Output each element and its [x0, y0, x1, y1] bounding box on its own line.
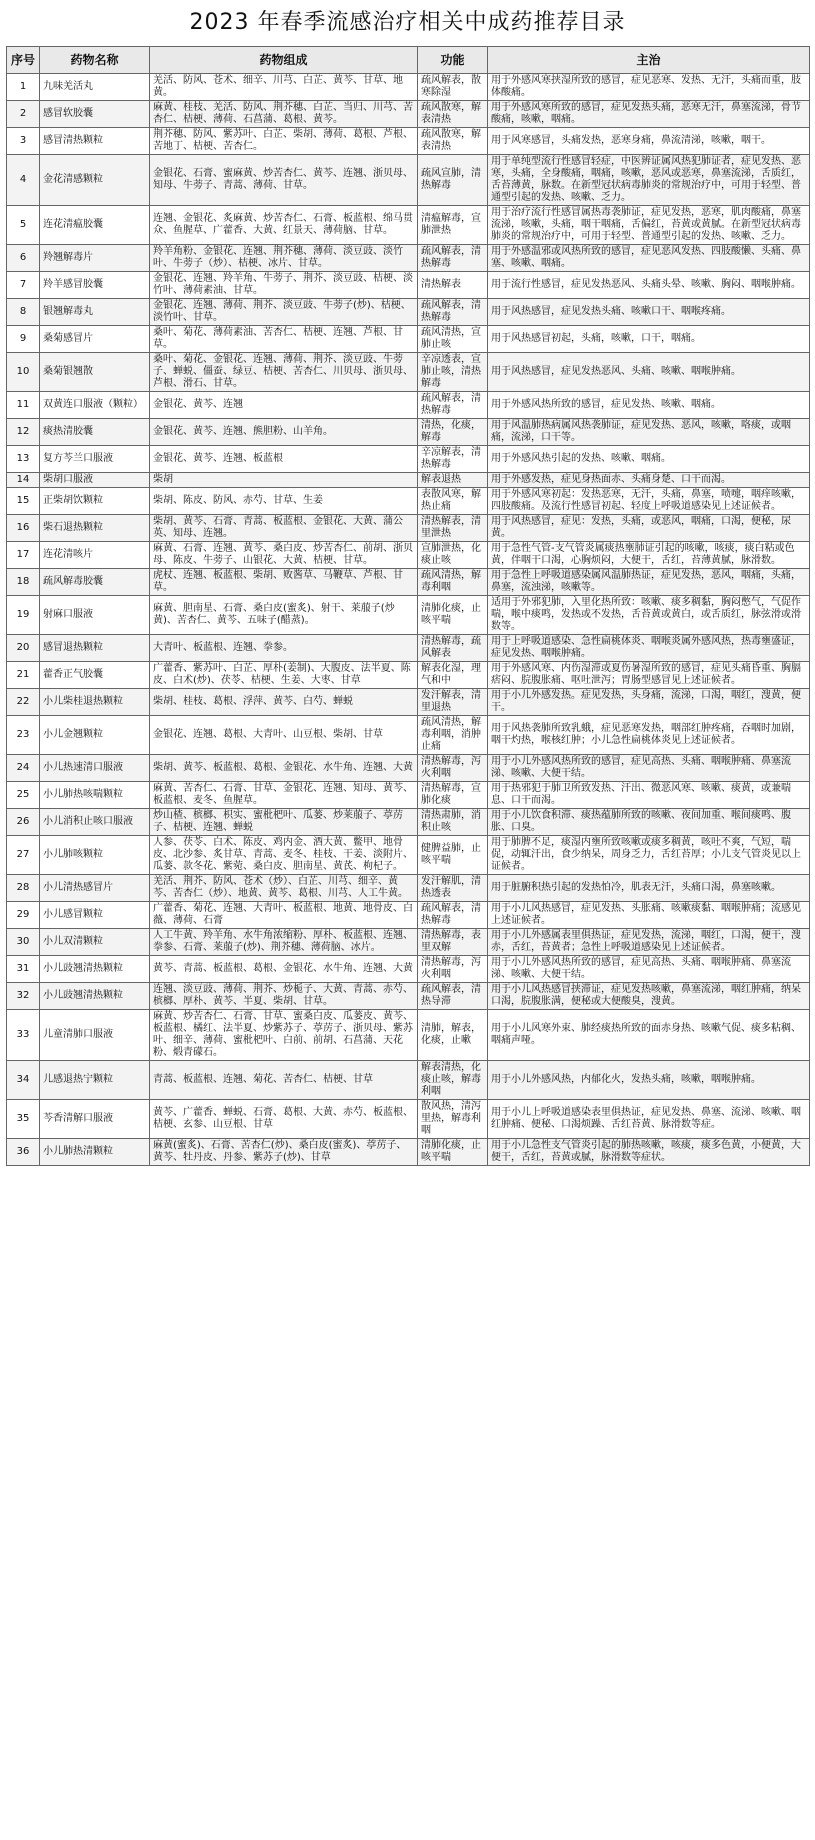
drug-function: 疏风宣肺，清热解毒 — [418, 155, 488, 206]
drug-composition: 柴胡 — [150, 473, 418, 488]
drug-name: 小儿热速清口服液 — [40, 755, 150, 782]
drug-name: 柴石退热颗粒 — [40, 515, 150, 542]
row-number: 16 — [7, 515, 40, 542]
drug-name: 桑菊感冒片 — [40, 326, 150, 353]
table-row — [7, 902, 810, 929]
drug-function: 清肺化痰，止咳平喘 — [418, 596, 488, 635]
row-number: 12 — [7, 419, 40, 446]
medicine-table — [6, 46, 810, 1166]
drug-function: 解表化湿，理气和中 — [418, 662, 488, 689]
drug-function: 疏风清热，解毒利咽，消肿止痛 — [418, 716, 488, 755]
row-number: 36 — [7, 1139, 40, 1166]
drug-name: 芩香清解口服液 — [40, 1100, 150, 1139]
drug-function: 宣肺泄热，化痰止咳 — [418, 542, 488, 569]
drug-function: 清热解毒，泻火利咽 — [418, 956, 488, 983]
table-row — [7, 956, 810, 983]
drug-indication: 用于外感风寒、内伤湿滞或夏伤暑湿所致的感冒，症见头痛昏重、胸膈痞闷、脘腹胀痛、呕吐泄泻；胃肠型感冒见上述证候者。 — [488, 662, 810, 689]
drug-function: 解表退热 — [418, 473, 488, 488]
drug-name: 羚羊感冒胶囊 — [40, 272, 150, 299]
drug-composition: 麻黄、炒苦杏仁、石膏、甘草、蜜桑白皮、瓜蒌皮、黄芩、板蓝根、橘红、法半夏、炒紫苏子、葶苈子、浙贝母、紫苏叶、细辛、薄荷、蜜枇杷叶、白前、前胡、石菖蒲、天花粉、煅青礞石。 — [150, 1010, 418, 1061]
drug-composition: 羌活、荆芥、防风、苍术（炒）、白芷、川芎、细辛、黄芩、苦杏仁（炒）、地黄、黄芩、葛根、川芎、人工牛黄。 — [150, 875, 418, 902]
drug-composition: 连翘、淡豆豉、薄荷、荆芥、炒栀子、大黄、青蒿、赤芍、槟榔、厚朴、黄芩、半夏、柴胡、甘草。 — [150, 983, 418, 1010]
row-number: 13 — [7, 446, 40, 473]
table-row — [7, 983, 810, 1010]
document-title: 2023 年春季流感治疗相关中成药推荐目录 — [189, 10, 626, 35]
drug-indication: 用于外感风寒初起：发热恶寒，无汗，头痛，鼻塞，喷嚏，咽痒咳嗽，四肢酸痛。及流行性感冒初起、轻度上呼吸道感染见上述证候者。 — [488, 488, 810, 515]
drug-indication: 用于风热感冒，症见发热头痛、咳嗽口干、咽喉疼痛。 — [488, 299, 810, 326]
row-number: 35 — [7, 1100, 40, 1139]
table-row — [7, 1139, 810, 1166]
drug-name: 小儿肺咳颗粒 — [40, 836, 150, 875]
drug-name: 小儿豉翘清热颗粒 — [40, 983, 150, 1010]
drug-composition: 金银花、黄芩、连翘、板蓝根 — [150, 446, 418, 473]
row-number: 3 — [7, 128, 40, 155]
drug-function: 辛凉解表，清热解毒 — [418, 446, 488, 473]
drug-function: 疏风清热，解毒利咽 — [418, 569, 488, 596]
header-indication: 主治 — [488, 47, 810, 74]
drug-composition: 炒山楂、槟榔、枳实、蜜枇杷叶、瓜蒌、炒莱菔子、葶苈子、桔梗、连翘、蝉蜕 — [150, 809, 418, 836]
drug-indication: 用于外感风热引起的发热、咳嗽、咽痛。 — [488, 446, 810, 473]
drug-composition: 荆芥穗、防风、紫苏叶、白芷、柴胡、薄荷、葛根、芦根、苦地丁、桔梗、苦杏仁。 — [150, 128, 418, 155]
table-row — [7, 1061, 810, 1100]
drug-name: 儿感退热宁颗粒 — [40, 1061, 150, 1100]
drug-name: 痰热清胶囊 — [40, 419, 150, 446]
drug-name: 柴胡口服液 — [40, 473, 150, 488]
table-row — [7, 836, 810, 875]
drug-indication: 用于风温肺热病属风热袭肺证，症见发热、恶风，咳嗽，咯痰，或咽痛，流涕，口干等。 — [488, 419, 810, 446]
table-row — [7, 101, 810, 128]
drug-composition: 金银花、黄芩、连翘 — [150, 392, 418, 419]
drug-indication: 用于小儿风热感冒挟滞证，症见发热咳嗽，鼻塞流涕，咽红肿痛，纳呆口渴，脘腹胀满，便秘或大便酸臭，溲黄。 — [488, 983, 810, 1010]
drug-indication: 用于小儿外感风热，内郁化火，发热头痛，咳嗽，咽喉肿痛。 — [488, 1061, 810, 1100]
drug-indication: 用于风热感冒，症见：发热，头痛，或恶风，咽痛，口渴，便秘，尿黄。 — [488, 515, 810, 542]
drug-function: 清瘟解毒，宣肺泄热 — [418, 206, 488, 245]
header-drug-name: 药物名称 — [40, 47, 150, 74]
drug-composition: 金银花、连翘、薄荷、荆芥、淡豆豉、牛蒡子(炒)、桔梗、淡竹叶、甘草。 — [150, 299, 418, 326]
drug-name: 藿香正气胶囊 — [40, 662, 150, 689]
drug-indication: 用于上呼吸道感染、急性扁桃体炎、咽喉炎属外感风热，热毒壅盛证，症见发热、咽喉肿痛。 — [488, 635, 810, 662]
drug-function: 疏风解表，散寒除湿 — [418, 74, 488, 101]
row-number: 7 — [7, 272, 40, 299]
drug-indication: 用于小儿外感发热。症见发热，头身痛，流涕，口渴，咽红，溲黄，便干。 — [488, 689, 810, 716]
drug-indication: 用于流行性感冒，症见发热恶风、头痛头晕、咳嗽、胸闷、咽喉肿痛。 — [488, 272, 810, 299]
table-body — [7, 74, 810, 1166]
drug-function: 清热解毒，疏风解表 — [418, 635, 488, 662]
drug-function: 健脾益肺，止咳平喘 — [418, 836, 488, 875]
drug-indication: 用于小儿外感属表里俱热证，症见发热，流涕，咽红，口渴，便干，溲赤，舌红，苔黄者；急性上呼吸道感染见上述证候者。 — [488, 929, 810, 956]
drug-function: 解表清热，化痰止咳，解毒利咽 — [418, 1061, 488, 1100]
drug-indication: 用于小儿风热感冒，症见发热、头胀痛、咳嗽痰黏、咽喉肿痛；流感见上述证候者。 — [488, 902, 810, 929]
table-row — [7, 155, 810, 206]
drug-indication: 用于治疗流行性感冒属热毒袭肺证，症见发热，恶寒，肌肉酸痛，鼻塞流涕，咳嗽，头痛，咽干咽痛，舌偏红，苔黄或黄腻。在新型冠状病毒肺炎的常规治疗中，可用于轻型、普通型引起的发热、咳嗽、乏力。 — [488, 206, 810, 245]
table-header-row — [7, 47, 810, 74]
row-number: 33 — [7, 1010, 40, 1061]
table-row — [7, 473, 810, 488]
table-row — [7, 596, 810, 635]
drug-composition: 麻黄、胆南星、石膏、桑白皮(蜜炙)、射干、莱菔子(炒黄)、苦杏仁、黄芩、五味子(醋蒸)。 — [150, 596, 418, 635]
table-row — [7, 689, 810, 716]
drug-name: 小儿肺热咳喘颗粒 — [40, 782, 150, 809]
row-number: 31 — [7, 956, 40, 983]
table-row — [7, 515, 810, 542]
row-number: 19 — [7, 596, 40, 635]
drug-function: 清肺化痰，止咳平喘 — [418, 1139, 488, 1166]
drug-function: 疏风解表，清热导滞 — [418, 983, 488, 1010]
drug-name: 疏风解毒胶囊 — [40, 569, 150, 596]
row-number: 9 — [7, 326, 40, 353]
drug-name: 射麻口服液 — [40, 596, 150, 635]
table-row — [7, 635, 810, 662]
drug-composition: 黄芩、广藿香、蝉蜕、石膏、葛根、大黄、赤芍、板蓝根、桔梗、玄参、山豆根、甘草 — [150, 1100, 418, 1139]
row-number: 27 — [7, 836, 40, 875]
table-row — [7, 74, 810, 101]
table-row — [7, 755, 810, 782]
drug-composition: 金银花、连翘、葛根、大青叶、山豆根、柴胡、甘草 — [150, 716, 418, 755]
table-row — [7, 488, 810, 515]
table-row — [7, 353, 810, 392]
row-number: 25 — [7, 782, 40, 809]
drug-composition: 麻黄、苦杏仁、石膏、甘草、金银花、连翘、知母、黄芩、板蓝根、麦冬、鱼腥草。 — [150, 782, 418, 809]
drug-composition: 金银花、黄芩、连翘、熊胆粉、山羊角。 — [150, 419, 418, 446]
medicine-table-container — [6, 46, 809, 1166]
table-row — [7, 809, 810, 836]
drug-name: 感冒软胶囊 — [40, 101, 150, 128]
row-number: 20 — [7, 635, 40, 662]
drug-function: 辛凉透表，宣肺止咳，清热解毒 — [418, 353, 488, 392]
drug-composition: 黄芩、青蒿、板蓝根、葛根、金银花、水牛角、连翘、大黄 — [150, 956, 418, 983]
table-row — [7, 245, 810, 272]
drug-indication: 用于外感风寒挟湿所致的感冒，症见恶寒、发热、无汗，头痛而重，肢体酸痛。 — [488, 74, 810, 101]
drug-indication: 用于小儿上呼吸道感染表里俱热证，症见发热、鼻塞、流涕、咳嗽、咽红肿痛、便秘、口渴烦躁、舌红苔黄、脉滑数等症。 — [488, 1100, 810, 1139]
drug-composition: 桑叶、菊花、金银花、连翘、薄荷、荆芥、淡豆豉、牛蒡子、蝉蜕、僵蚕、绿豆、桔梗、苦杏仁、川贝母、浙贝母、芦根、滑石、甘草。 — [150, 353, 418, 392]
drug-composition: 虎杖、连翘、板蓝根、柴胡、败酱草、马鞭草、芦根、甘草。 — [150, 569, 418, 596]
drug-indication: 用于急性气管-支气管炎属痰热壅肺证引起的咳嗽，咳痰，痰白粘或色黄，伴咽干口渴，心胸烦闷，大便干，舌红，苔薄黄腻，脉滑数。 — [488, 542, 810, 569]
drug-composition: 柴胡、黄芩、石膏、青蒿、板蓝根、金银花、大黄、蒲公英、知母、连翘。 — [150, 515, 418, 542]
drug-function: 散风热，清泻里热，解毒利咽 — [418, 1100, 488, 1139]
row-number: 11 — [7, 392, 40, 419]
drug-function: 疏风解表，清热解毒 — [418, 299, 488, 326]
drug-indication: 用于小儿外感风热所致的感冒，症见高热、头痛、咽喉肿痛、鼻塞流涕、咳嗽、大便干结。 — [488, 755, 810, 782]
row-number: 30 — [7, 929, 40, 956]
drug-indication: 用于外感发热，症见身热面赤、头痛身楚、口干而渴。 — [488, 473, 810, 488]
drug-function: 清热解毒，宣肺化痰 — [418, 782, 488, 809]
drug-name: 小儿消积止咳口服液 — [40, 809, 150, 836]
row-number: 34 — [7, 1061, 40, 1100]
header-composition: 药物组成 — [150, 47, 418, 74]
table-row — [7, 446, 810, 473]
drug-composition: 金银花、连翘、羚羊角、牛蒡子、荆芥、淡豆豉、桔梗、淡竹叶、薄荷素油、甘草。 — [150, 272, 418, 299]
drug-name: 小儿清热感冒片 — [40, 875, 150, 902]
row-number: 23 — [7, 716, 40, 755]
row-number: 2 — [7, 101, 40, 128]
row-number: 28 — [7, 875, 40, 902]
drug-indication: 用于风寒感冒，头痛发热，恶寒身痛，鼻流清涕，咳嗽，咽干。 — [488, 128, 810, 155]
drug-indication: 用于小儿外感风热所致的感冒，症见高热、头痛、咽喉肿痛、鼻塞流涕、咳嗽、大便干结。 — [488, 956, 810, 983]
drug-function: 疏风解表，清热解毒 — [418, 245, 488, 272]
drug-indication: 用于外感风热所致的感冒，症见发热、咳嗽、咽痛。 — [488, 392, 810, 419]
drug-composition: 桑叶、菊花、薄荷素油、苦杏仁、桔梗、连翘、芦根、甘草。 — [150, 326, 418, 353]
table-row — [7, 128, 810, 155]
drug-function: 疏风散寒，解表清热 — [418, 101, 488, 128]
drug-composition: 麻黄、桂枝、羌活、防风、荆芥穗、白芷、当归、川芎、苦杏仁、桔梗、薄荷、石菖蒲、葛根、黄芩。 — [150, 101, 418, 128]
table-row — [7, 206, 810, 245]
drug-name: 桑菊银翘散 — [40, 353, 150, 392]
drug-function: 清热解毒，表里双解 — [418, 929, 488, 956]
drug-name: 金花清感颗粒 — [40, 155, 150, 206]
drug-name: 感冒退热颗粒 — [40, 635, 150, 662]
drug-function: 表散风寒，解热止痛 — [418, 488, 488, 515]
row-number: 18 — [7, 569, 40, 596]
row-number: 8 — [7, 299, 40, 326]
drug-function: 发汗解肌，清热透表 — [418, 875, 488, 902]
drug-name: 正柴胡饮颗粒 — [40, 488, 150, 515]
table-row — [7, 569, 810, 596]
drug-name: 小儿双清颗粒 — [40, 929, 150, 956]
drug-name: 连花清咳片 — [40, 542, 150, 569]
drug-composition: 大青叶、板蓝根、连翘、拳参。 — [150, 635, 418, 662]
header-number: 序号 — [7, 47, 40, 74]
row-number: 29 — [7, 902, 40, 929]
drug-name: 小儿感冒颗粒 — [40, 902, 150, 929]
drug-function: 疏风解表，清热解毒 — [418, 392, 488, 419]
drug-name: 九味羌活丸 — [40, 74, 150, 101]
drug-function: 清热解表 — [418, 272, 488, 299]
header-function: 功能 — [418, 47, 488, 74]
drug-composition: 广藿香、紫苏叶、白芷、厚朴(姜制)、大腹皮、法半夏、陈皮、白术(炒)、茯苓、桔梗、生姜、大枣、甘草 — [150, 662, 418, 689]
table-row — [7, 782, 810, 809]
drug-name: 银翘解毒丸 — [40, 299, 150, 326]
row-number: 6 — [7, 245, 40, 272]
drug-composition: 连翘、金银花、炙麻黄、炒苦杏仁、石膏、板蓝根、绵马贯众、鱼腥草、广藿香、大黄、红景天、薄荷脑、甘草。 — [150, 206, 418, 245]
table-row — [7, 1100, 810, 1139]
drug-composition: 人工牛黄、羚羊角、水牛角浓缩粉、厚朴、板蓝根、连翘、拳参、石膏、莱菔子(炒)、荆芥穗、薄荷脑、冰片。 — [150, 929, 418, 956]
row-number: 10 — [7, 353, 40, 392]
drug-composition: 羚羊角粉、金银花、连翘、荆芥穗、薄荷、淡豆豉、淡竹叶、牛蒡子（炒）、桔梗、冰片、甘草。 — [150, 245, 418, 272]
table-row — [7, 272, 810, 299]
drug-name: 感冒清热颗粒 — [40, 128, 150, 155]
drug-composition: 羌活、防风、苍术、细辛、川芎、白芷、黄芩、甘草、地黄。 — [150, 74, 418, 101]
drug-indication: 用于肺脾不足，痰湿内壅所致咳嗽或痰多稠黄，咳吐不爽，气短，喘促，动辄汗出，食少纳呆，周身乏力，舌红苔厚；小儿支气管炎见以上证候者。 — [488, 836, 810, 875]
drug-composition: 麻黄、石膏、连翘、黄芩、桑白皮、炒苦杏仁、前胡、浙贝母、陈皮、牛蒡子、山银花、大黄、桔梗、甘草。 — [150, 542, 418, 569]
row-number: 1 — [7, 74, 40, 101]
drug-function: 清热解毒，泻火利咽 — [418, 755, 488, 782]
drug-name: 小儿柴桂退热颗粒 — [40, 689, 150, 716]
drug-name: 儿童清肺口服液 — [40, 1010, 150, 1061]
drug-name: 羚翘解毒片 — [40, 245, 150, 272]
table-row — [7, 875, 810, 902]
drug-composition: 广藿香、菊花、连翘、大青叶、板蓝根、地黄、地骨皮、白薇、薄荷、石膏 — [150, 902, 418, 929]
drug-function: 疏风清热，宣肺止咳 — [418, 326, 488, 353]
row-number: 24 — [7, 755, 40, 782]
row-number: 14 — [7, 473, 40, 488]
row-number: 22 — [7, 689, 40, 716]
drug-composition: 金银花、石膏、蜜麻黄、炒苦杏仁、黄芩、连翘、浙贝母、知母、牛蒡子、青蒿、薄荷、甘草。 — [150, 155, 418, 206]
drug-function: 发汗解表，清里退热 — [418, 689, 488, 716]
drug-indication: 用于风热袭肺所致乳蛾，症见恶寒发热，咽部红肿疼痛，吞咽时加剧，咽干灼热，喉核红肿；小儿急性扁桃体炎见上述证候者。 — [488, 716, 810, 755]
table-row — [7, 392, 810, 419]
drug-function: 疏风散寒，解表清热 — [418, 128, 488, 155]
drug-composition: 柴胡、陈皮、防风、赤芍、甘草、生姜 — [150, 488, 418, 515]
drug-indication: 用于小儿饮食积滞、痰热蕴肺所致的咳嗽、夜间加重、喉间痰鸣、腹胀、口臭。 — [488, 809, 810, 836]
drug-function: 清热，化痰，解毒 — [418, 419, 488, 446]
drug-indication: 用于单纯型流行性感冒轻症，中医辨证属风热犯肺证者，症见发热、恶寒，头痛，全身酸痛，咽痛，咳嗽，恶风或恶寒，鼻塞流涕，舌质红，舌苔薄黄，脉数。在新型冠状病毒肺炎的常规治疗中，可用于轻型、普通型引起的发热、咳嗽、乏力。 — [488, 155, 810, 206]
table-row — [7, 662, 810, 689]
row-number: 17 — [7, 542, 40, 569]
table-row — [7, 299, 810, 326]
drug-function: 清热解表，清里泄热 — [418, 515, 488, 542]
row-number: 15 — [7, 488, 40, 515]
drug-name: 小儿金翘颗粒 — [40, 716, 150, 755]
table-row — [7, 542, 810, 569]
drug-composition: 麻黄(蜜炙)、石膏、苦杏仁(炒)、桑白皮(蜜炙)、葶苈子、黄芩、牡丹皮、丹参、紫苏子(炒)、甘草 — [150, 1139, 418, 1166]
drug-name: 连花清瘟胶囊 — [40, 206, 150, 245]
table-row — [7, 419, 810, 446]
drug-indication: 用于小儿风寒外束、肺经痰热所致的面赤身热、咳嗽气促、痰多粘稠、咽痛声哑。 — [488, 1010, 810, 1061]
table-row — [7, 1010, 810, 1061]
drug-name: 双黄连口服液（颗粒） — [40, 392, 150, 419]
drug-indication: 用于风热感冒，症见发热恶风、头痛、咳嗽、咽喉肿痛。 — [488, 353, 810, 392]
drug-indication: 用于外感温邪或风热所致的感冒，症见恶风发热、四肢酸懒、头痛、鼻塞、咳嗽、咽痛。 — [488, 245, 810, 272]
drug-composition: 青蒿、板蓝根、连翘、菊花、苦杏仁、桔梗、甘草 — [150, 1061, 418, 1100]
row-number: 32 — [7, 983, 40, 1010]
drug-composition: 柴胡、桂枝、葛根、浮萍、黄芩、白芍、蝉蜕 — [150, 689, 418, 716]
drug-composition: 人参、茯苓、白术、陈皮、鸡内金、酒大黄、鳖甲、地骨皮、北沙参、炙甘草、青蒿、麦冬、桂枝、干姜、淡附片、瓜蒌、款冬花、紫菀、桑白皮、胆南星、黄芪、枸杞子。 — [150, 836, 418, 875]
table-row — [7, 326, 810, 353]
table-row — [7, 716, 810, 755]
drug-indication: 适用于外邪犯肺，入里化热所致：咳嗽、痰多稠黏，胸闷憋气，气促作喘，喉中痰鸣，发热或不发热，舌苔黄或黄白，或舌质红，脉弦滑或滑数等。 — [488, 596, 810, 635]
drug-name: 小儿豉翘清热颗粒 — [40, 956, 150, 983]
drug-function: 清热肃肺，消积止咳 — [418, 809, 488, 836]
drug-indication: 用于热邪犯于肺卫所致发热、汗出、微恶风寒、咳嗽、痰黄，或兼喘息、口干而渴。 — [488, 782, 810, 809]
drug-indication: 用于外感风寒所致的感冒，症见发热头痛，恶寒无汗，鼻塞流涕，骨节酸痛，咳嗽，咽痛。 — [488, 101, 810, 128]
drug-indication: 用于小儿急性支气管炎引起的肺热咳嗽，咳痰，痰多色黄，小便黄，大便干，舌红，苔黄或腻，脉滑数等症状。 — [488, 1139, 810, 1166]
row-number: 5 — [7, 206, 40, 245]
drug-function: 清肺，解表，化痰，止嗽 — [418, 1010, 488, 1061]
drug-name: 小儿肺热清颗粒 — [40, 1139, 150, 1166]
row-number: 4 — [7, 155, 40, 206]
row-number: 26 — [7, 809, 40, 836]
drug-composition: 柴胡、黄芩、板蓝根、葛根、金银花、水牛角、连翘、大黄 — [150, 755, 418, 782]
drug-indication: 用于急性上呼吸道感染属风温肺热证，症见发热，恶风，咽痛，头痛，鼻塞，流浊涕，咳嗽等。 — [488, 569, 810, 596]
row-number: 21 — [7, 662, 40, 689]
table-row — [7, 929, 810, 956]
drug-name: 复方芩兰口服液 — [40, 446, 150, 473]
drug-function: 疏风解表，清热解毒 — [418, 902, 488, 929]
drug-indication: 用于脏腑积热引起的发热怕冷，肌表无汗，头痛口渴，鼻塞咳嗽。 — [488, 875, 810, 902]
drug-indication: 用于风热感冒初起，头痛，咳嗽，口干，咽痛。 — [488, 326, 810, 353]
